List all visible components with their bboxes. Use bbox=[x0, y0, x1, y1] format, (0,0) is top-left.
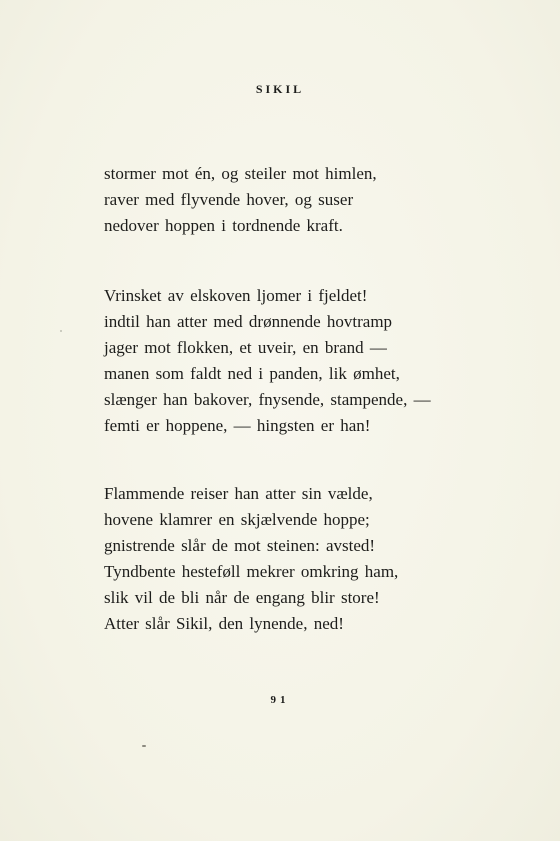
verse-line: gnistrende slår de mot steinen: avsted! bbox=[104, 536, 376, 555]
verse-line: slænger han bakover, fnysende, stampende, — bbox=[104, 390, 431, 409]
verse-line: indtil han atter med drønnende hovtramp bbox=[104, 312, 393, 331]
verse-line: jager mot flokken, et uveir, en brand — bbox=[104, 338, 387, 357]
verse-line: slik vil de bli når de engang blir store! bbox=[104, 588, 380, 607]
verse-line: nedover hoppen i tordnende kraft. bbox=[104, 216, 343, 235]
verse-line: femti er hoppene, — hingsten er han! bbox=[104, 416, 371, 435]
verse-line: raver med flyvende hover, og suser bbox=[104, 190, 354, 209]
verse-line: Flammende reiser han atter sin vælde, bbox=[104, 484, 373, 503]
running-head: SIKIL bbox=[255, 82, 305, 96]
stanza-1 bbox=[104, 161, 484, 239]
verse-line: hovene klamrer en skjælvende hoppe; bbox=[104, 510, 370, 529]
verse-line: Tyndbente hesteføll mekrer omkring ham, bbox=[104, 562, 399, 581]
page-number: 91 bbox=[270, 694, 290, 706]
paper-speck bbox=[60, 330, 62, 332]
verse-line: manen som faldt ned i panden, lik ømhet, bbox=[104, 364, 400, 383]
paper-speck bbox=[142, 745, 146, 747]
verse-line: Vrinsket av elskoven ljomer i fjeldet! bbox=[104, 286, 368, 305]
verse-line: stormer mot én, og steiler mot himlen, bbox=[104, 164, 377, 183]
verse-line: Atter slår Sikil, den lynende, ned! bbox=[104, 614, 344, 633]
stanza-2 bbox=[104, 283, 484, 439]
stanza-3 bbox=[104, 481, 484, 637]
